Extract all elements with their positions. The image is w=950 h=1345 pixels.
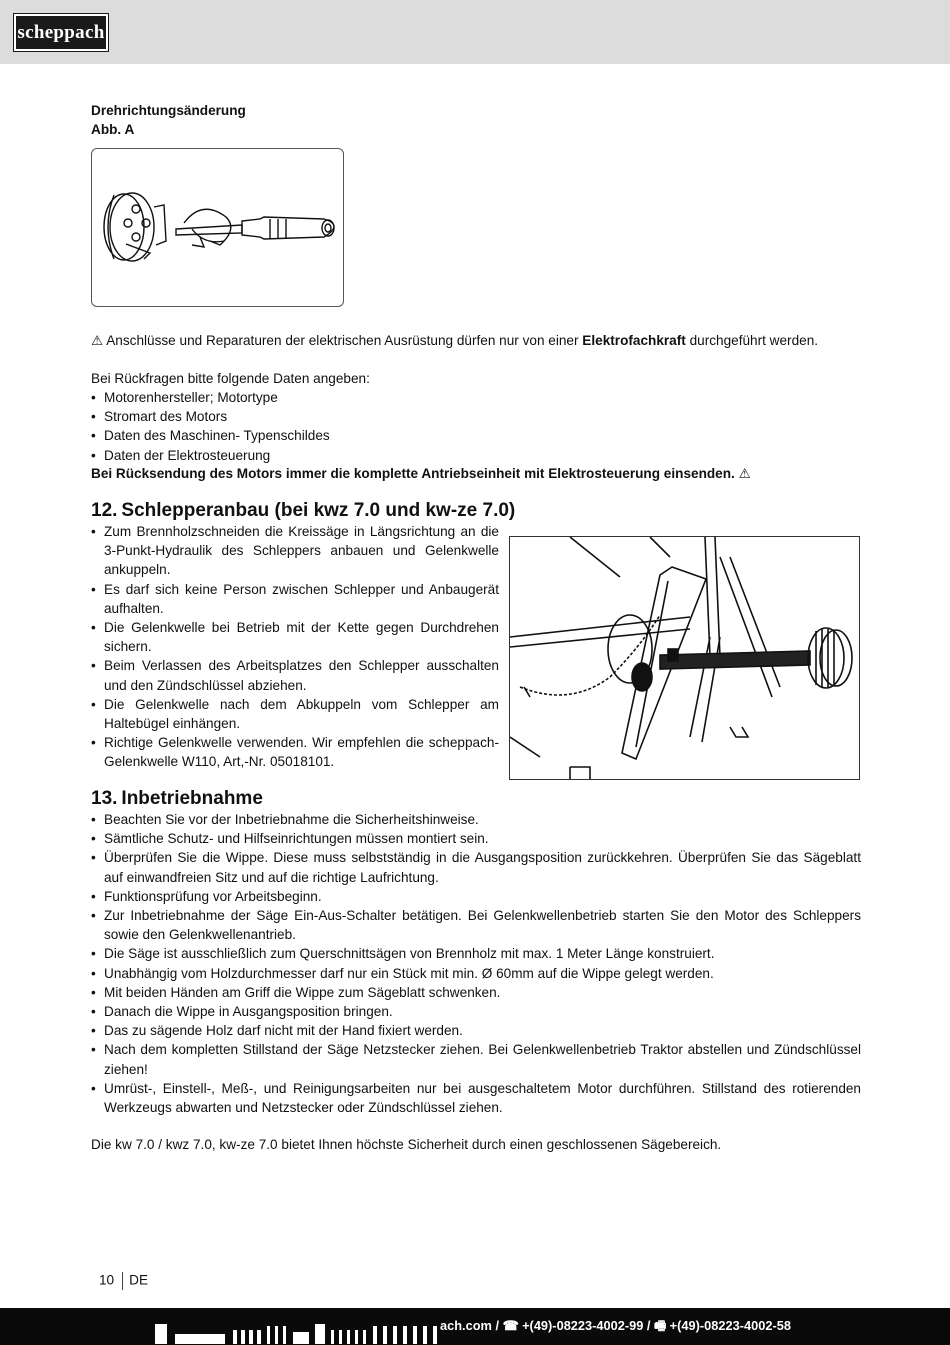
closing-statement: Die kw 7.0 / kwz 7.0, kw-ze 7.0 bietet Ihnen höchste Sicherheit durch einen geschlossenen Sägebereich. (91, 1137, 722, 1152)
list-item: • Umrüst-, Einstell-, Meß-, und Reinigungsarbeiten nur bei ausgeschaltetem Motor durchführen. Stillstand des rotierenden Werkzeugs abwarten und Netzstecker oder Zündschlüssel ziehen. (91, 1079, 861, 1117)
warning-text-end: durchgeführt werden. (689, 333, 819, 348)
section-number: 13. (91, 788, 118, 809)
return-note-text: Bei Rücksendung des Motors immer die komplette Antriebseinheit mit Elektrosteuerung einsenden. (91, 466, 735, 481)
warning-icon: ⚠ (91, 333, 104, 348)
list-item: • Überprüfen Sie die Wippe. Diese muss selbstständig in die Ausgangsposition zurückkehren. Überprüfen Sie das Sägeblatt auf einwandfreien Sitz und auf die richtige Laufrichtung. (91, 848, 861, 886)
page-number: 10 (99, 1272, 115, 1288)
list-item: • Stromart des Motors (91, 407, 861, 426)
list-item: • Die Gelenkwelle nach dem Abkuppeln vom Schlepper am Haltebügel einhängen. (91, 695, 499, 733)
inquiry-intro: Bei Rückfragen bitte folgende Daten angeben: (91, 371, 370, 386)
warning-text: Anschlüsse und Reparaturen der elektrischen Ausrüstung dürfen nur von einer (106, 333, 579, 348)
list-item: • Es darf sich keine Person zwischen Schlepper und Anbaugerät aufhalten. (91, 580, 499, 618)
list-item: • Sämtliche Schutz- und Hilfseinrichtungen müssen montiert sein. (91, 829, 861, 848)
list-item: • Die Gelenkwelle bei Betrieb mit der Kette gegen Durchdrehen sichern. (91, 618, 499, 656)
section-13-heading (91, 788, 263, 810)
list-item: • Nach dem kompletten Stillstand der Säge Netzstecker ziehen. Bei Gelenkwellenbetrieb Traktor abstellen und Zündschlüssel ziehen! (91, 1040, 861, 1078)
section-title: Schlepperanbau (bei kwz 7.0 und kw-ze 7.0) (121, 500, 516, 521)
list-item: • Das zu sägende Holz darf nicht mit der Hand fixiert werden. (91, 1021, 861, 1040)
language-code: DE (129, 1272, 149, 1288)
divider (122, 1272, 123, 1290)
list-item: • Funktionsprüfung vor Arbeitsbeginn. (91, 887, 861, 906)
figure-tractor-pto-shaft (509, 536, 860, 780)
page-header (0, 0, 950, 64)
section-heading-rotation: Drehrichtungsänderung (91, 103, 246, 118)
page-footer (99, 1272, 148, 1290)
contact-bar (0, 1308, 950, 1345)
pto-shaft-illustration (510, 537, 859, 779)
list-item: • Mit beiden Händen am Griff die Wippe zum Sägeblatt schwenken. (91, 983, 861, 1002)
list-item: • Beachten Sie vor der Inbetriebnahme die Sicherheitshinweise. (91, 810, 861, 829)
garbled-text-glyphs (153, 1318, 463, 1344)
tractor-mount-list (91, 522, 499, 772)
list-item: • Unabhängig vom Holzdurchmesser darf nur ein Stück mit min. Ø 60mm auf die Wippe gelegt werden. (91, 964, 861, 983)
list-item: • Beim Verlassen des Arbeitsplatzes den Schlepper ausschalten und den Zündschlüssel abziehen. (91, 656, 499, 694)
plug-rotation-illustration (92, 149, 343, 306)
section-12-heading (91, 500, 515, 522)
list-item: • Daten des Maschinen- Typenschildes (91, 426, 861, 445)
section-title: Inbetriebnahme (121, 788, 263, 809)
figure-label-a: Abb. A (91, 122, 135, 137)
list-item: • Richtige Gelenkwelle verwenden. Wir empfehlen die scheppach-Gelenkwelle W110, Art,-Nr. 05018101. (91, 733, 499, 771)
list-item: • Die Säge ist ausschließlich zum Querschnittsägen von Brennholz mit max. 1 Meter Länge konstruiert. (91, 944, 861, 963)
inquiry-list (91, 388, 861, 465)
list-item: • Zur Inbetriebnahme der Säge Ein-Aus-Schalter betätigen. Bei Gelenkwellenbetrieb starten Sie den Motor des Schleppers sowie den Gelenkwellenantrieb. (91, 906, 861, 944)
list-item: • Motorenhersteller; Motortype (91, 388, 861, 407)
list-item: • Daten der Elektrosteuerung (91, 446, 861, 465)
commissioning-list (91, 810, 861, 1117)
contact-phone-fax: ach.com / ☎ +(49)-08223-4002-99 / 🖷 +(49)-08223-4002-58 (440, 1318, 791, 1333)
section-number: 12. (91, 500, 118, 521)
brand-logo: scheppach (14, 14, 108, 51)
list-item: • Zum Brennholzschneiden die Kreissäge in Längsrichtung an die 3-Punkt-Hydraulik des Schleppers anbauen und Gelenkwelle ankuppeln. (91, 522, 499, 580)
electrician-warning (91, 331, 818, 350)
figure-a-plug-screwdriver (91, 148, 344, 307)
warning-icon: ⚠ (738, 466, 751, 481)
warning-bold-text: Elektrofachkraft (582, 333, 686, 348)
list-item: • Danach die Wippe in Ausgangsposition bringen. (91, 1002, 861, 1021)
motor-return-note (91, 464, 751, 483)
